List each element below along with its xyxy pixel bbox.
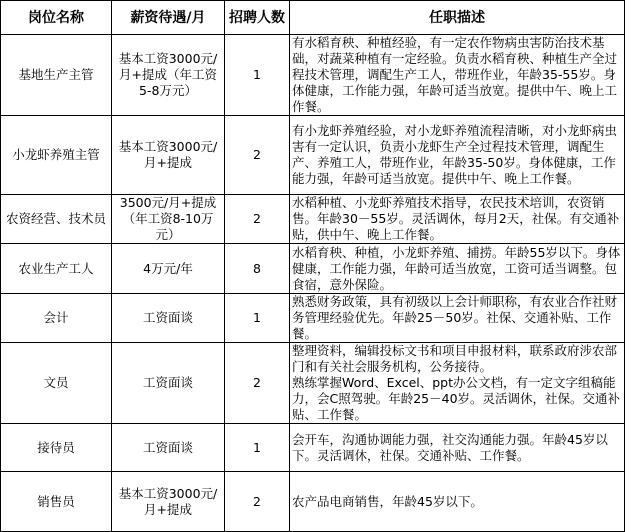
description-cell: 熟悉财务政策，具有初级以上会计师职称，有农业合作社财务管理经验优先。年龄25－50岁。社保、交通补贴、工作餐。 [290, 294, 625, 343]
description-cell: 有水稻育秧、种植经验，有一定农作物病虫害防治技术基础，对蔬菜种植有一定经验。负责水稻育秧、种植生产全过程技术管理，调配生产工人，带班作业，年龄35-55岁。身体健康，工作能力强，年龄可适当放宽。提供中午、晚上工作餐。 [290, 35, 625, 116]
headcount-cell: 2 [225, 195, 290, 244]
description-cell: 整理资料，编辑投标文书和项目申报材料，联系政府涉农部门和有关社会服务机构，公务接待。 熟练掌握Word、Excel、ppt办公文档，有一定文字组稿能力，会C照驾驶。年龄25－40岁。灵活调休，社保。交通补贴、工作餐。 [290, 343, 625, 424]
headcount-cell: 1 [225, 35, 290, 116]
job-title-cell: 小龙虾养殖主管 [1, 116, 112, 195]
table-row [1, 472, 625, 532]
table-row [1, 116, 625, 195]
headcount-cell: 2 [225, 343, 290, 424]
table-row [1, 244, 625, 294]
salary-cell: 3500元/月+提成 （年工资8-10万 元） [112, 195, 225, 244]
header-title: 岗位名称 [1, 1, 112, 35]
headcount-cell: 2 [225, 116, 290, 195]
salary-cell: 4万元/年 [112, 244, 225, 294]
description-cell: 有小龙虾养殖经验，对小龙虾养殖流程清晰，对小龙虾病虫害有一定认识，负责小龙虾生产全过程技术管理，调配生产、养殖工人，带班作业，年龄35-50岁。身体健康，工作能力强，年龄可适当放宽。提供中午、晚上工作餐。 [290, 116, 625, 195]
table-row [1, 195, 625, 244]
job-title-cell: 农业生产工人 [1, 244, 112, 294]
header-salary: 薪资待遇/月 [112, 1, 225, 35]
job-title-cell: 会计 [1, 294, 112, 343]
job-title-cell: 文员 [1, 343, 112, 424]
job-title-cell: 接待员 [1, 424, 112, 472]
salary-cell: 工资面谈 [112, 294, 225, 343]
headcount-cell: 2 [225, 472, 290, 532]
salary-cell: 基本工资3000元/ 月+提成 [112, 116, 225, 195]
table-row [1, 343, 625, 424]
salary-cell: 基本工资3000元/ 月+提成（年工资 5-8万元） [112, 35, 225, 116]
salary-cell: 基本工资3000元/ 月+提成 [112, 472, 225, 532]
headcount-cell: 1 [225, 424, 290, 472]
job-title-cell: 基地生产主管 [1, 35, 112, 116]
job-title-cell: 农资经营、技术员 [1, 195, 112, 244]
job-title-cell: 销售员 [1, 472, 112, 532]
header-description: 任职描述 [290, 1, 625, 35]
description-cell: 会开车，沟通协调能力强，社交沟通能力强。年龄45岁以下。灵活调休，社保。交通补贴、工作餐。 [290, 424, 625, 472]
header-row [1, 1, 625, 35]
description-cell: 水稻育秧、种植，小龙虾养殖、捕捞。年龄55岁以下。身体健康，工作能力强，年龄可适当放宽，工资可适当调整。包食宿，意外保险。 [290, 244, 625, 294]
salary-cell: 工资面谈 [112, 424, 225, 472]
header-count: 招聘人数 [225, 1, 290, 35]
description-cell: 农产品电商销售，年龄45岁以下。 [290, 472, 625, 532]
table-row [1, 424, 625, 472]
headcount-cell: 1 [225, 294, 290, 343]
headcount-cell: 8 [225, 244, 290, 294]
table-row [1, 35, 625, 116]
salary-cell: 工资面谈 [112, 343, 225, 424]
table-row [1, 294, 625, 343]
description-cell: 水稻种植、小龙虾养殖技术指导，农民技术培训，农资销售。年龄30－55岁。灵活调休，每月2天，社保。有交通补贴，供中午、晚上工作餐。 [290, 195, 625, 244]
